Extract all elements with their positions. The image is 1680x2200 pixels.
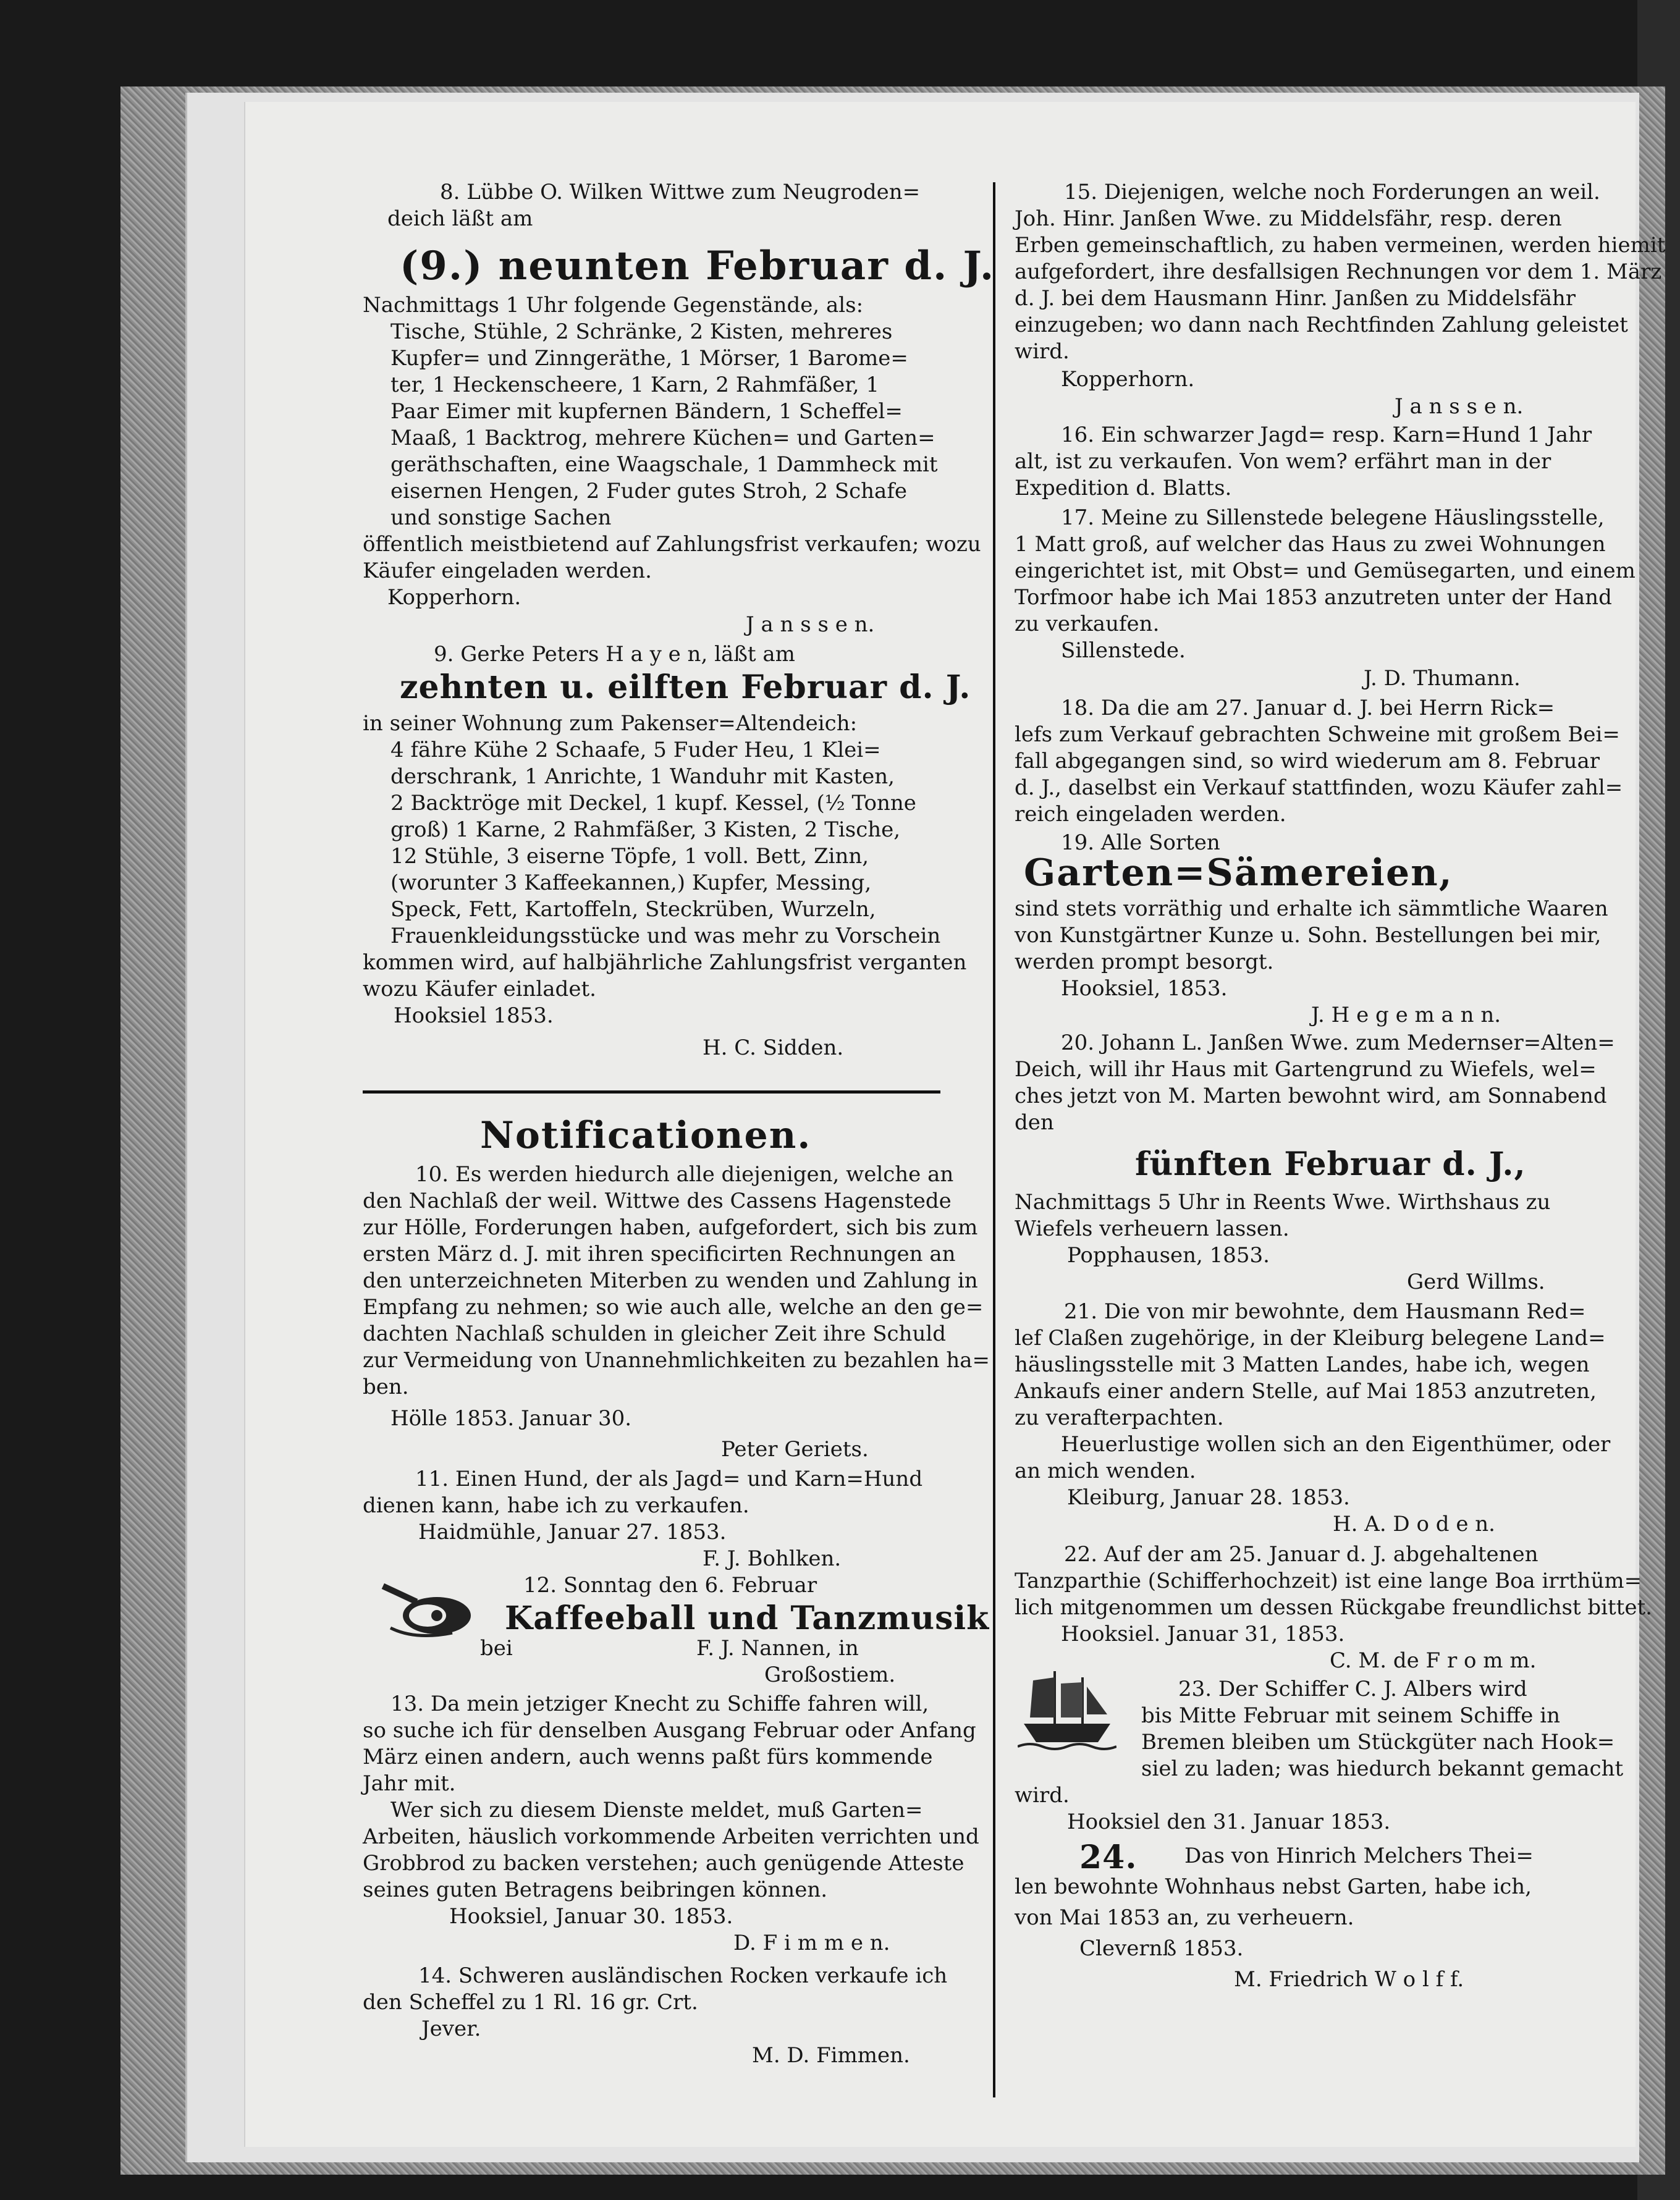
ad23-body-line: bis Mitte Februar mit seinem Schiffe in bbox=[1141, 1703, 1560, 1728]
ad22-signature: C. M. de F r o m m. bbox=[1330, 1648, 1537, 1673]
ad24-number: 24. bbox=[1079, 1839, 1138, 1876]
ad13-body-line: Arbeiten, häuslich vorkommende Arbeiten verrichten und bbox=[363, 1824, 979, 1849]
ad16-body-line: 16. Ein schwarzer Jagd= resp. Karn=Hund 1 Jahr bbox=[1061, 423, 1592, 447]
ad13-body-line: so suche ich für denselben Ausgang Februar oder Anfang bbox=[363, 1718, 976, 1743]
ad9-body-line: (worunter 3 Kaffeekannen,) Kupfer, Messing, bbox=[390, 870, 872, 895]
ad14-body-line: 14. Schweren ausländischen Rocken verkaufe ich bbox=[418, 1963, 948, 1988]
ad13-body-line: Jahr mit. bbox=[363, 1771, 456, 1796]
ad17-body-line: 17. Meine zu Sillenstede belegene Häuslingsstelle, bbox=[1061, 505, 1605, 530]
ad20-body-line: 20. Johann L. Janßen Wwe. zum Medernser=Alten= bbox=[1061, 1030, 1615, 1055]
ad12-signature: F. J. Nannen, in bbox=[696, 1636, 859, 1661]
newspaper-page bbox=[244, 102, 1666, 2147]
ad8-body-line: öffentlich meistbietend auf Zahlungsfrist verkaufen; wozu bbox=[363, 532, 981, 557]
ad17-place: Sillenstede. bbox=[1061, 638, 1186, 663]
ad8-body-line: und sonstige Sachen bbox=[390, 505, 612, 530]
ad10-body-line: zur Hölle, Forderungen haben, aufgefordert, sich bis zum bbox=[363, 1215, 978, 1240]
ad20-body-line: Nachmittags 5 Uhr in Reents Wwe. Wirthshaus zu bbox=[1015, 1190, 1551, 1215]
ad14-signature: M. D. Fimmen. bbox=[752, 2043, 910, 2068]
ad11-place: Haidmühle, Januar 27. 1853. bbox=[418, 1520, 727, 1545]
ad22-body-line: lich mitgenommen um dessen Rückgabe freundlichst bittet. bbox=[1015, 1595, 1652, 1620]
ad18-body-line: reich eingeladen werden. bbox=[1015, 802, 1286, 827]
ad8-line1: 8. Lübbe O. Wilken Wittwe zum Neugroden= bbox=[440, 180, 921, 204]
ad9-body-line: wozu Käufer einladet. bbox=[363, 977, 596, 1001]
ad8-body-line: Maaß, 1 Backtrog, mehrere Küchen= und Garten= bbox=[390, 426, 935, 450]
ad20-body-line: den bbox=[1015, 1110, 1054, 1135]
ad11-signature: F. J. Bohlken. bbox=[703, 1546, 842, 1571]
ad20-place: Popphausen, 1853. bbox=[1067, 1243, 1270, 1268]
ad21-body-line: zu verafterpachten. bbox=[1015, 1406, 1224, 1430]
ad9-body-line: groß) 1 Karne, 2 Rahmfäßer, 3 Kisten, 2 Tische, bbox=[390, 817, 901, 842]
ad10-body-line: Empfang zu nehmen; so wie auch alle, welche an den ge= bbox=[363, 1295, 984, 1320]
ad9-signature: H. C. Sidden. bbox=[703, 1035, 844, 1060]
ad8-body-line: Käufer eingeladen werden. bbox=[363, 558, 652, 583]
ad19-body-line: von Kunstgärtner Kunze u. Sohn. Bestellungen bei mir, bbox=[1015, 923, 1602, 948]
ad9-body-line: Speck, Fett, Kartoffeln, Steckrüben, Wurzeln, bbox=[390, 897, 876, 922]
ad13-body-line: Wer sich zu diesem Dienste meldet, muß Garten= bbox=[390, 1798, 923, 1823]
ad10-body-line: dachten Nachlaß schulden in gleicher Zeit ihre Schuld bbox=[363, 1321, 946, 1346]
ad15-body-line: Joh. Hinr. Janßen Wwe. zu Middelsfähr, resp. deren bbox=[1015, 206, 1562, 231]
ad13-body-line: 13. Da mein jetziger Knecht zu Schiffe fahren will, bbox=[390, 1692, 929, 1716]
ad17-body-line: eingerichtet ist, mit Obst= und Gemüsegarten, und einem bbox=[1015, 558, 1636, 583]
ad8-place: Kopperhorn. bbox=[387, 585, 521, 610]
ad18-body-line: fall abgegangen sind, so wird wiederum am 8. Februar bbox=[1015, 749, 1600, 773]
sailing-ship-icon bbox=[1018, 1665, 1116, 1751]
ad15-body-line: einzugeben; wo dann nach Rechtfinden Zahlung geleistet bbox=[1015, 313, 1628, 337]
ad22-place: Hooksiel. Januar 31, 1853. bbox=[1061, 1622, 1345, 1646]
ad19-line1: 19. Alle Sorten bbox=[1061, 830, 1220, 855]
ad15-body-line: aufgefordert, ihre desfallsigen Rechnungen vor dem 1. März bbox=[1015, 259, 1662, 284]
ad9-date: zehnten u. eilften Februar d. J. bbox=[400, 668, 971, 706]
ad10-body-line: zur Vermeidung von Unannehmlichkeiten zu bezahlen ha= bbox=[363, 1348, 990, 1373]
ad8-line2: deich läßt am bbox=[387, 206, 533, 231]
ad22-body-line: 22. Auf der am 25. Januar d. J. abgehaltenen bbox=[1064, 1542, 1539, 1567]
ad20-body-line: Deich, will ihr Haus mit Gartengrund zu Wiefels, wel= bbox=[1015, 1057, 1597, 1082]
ad8-signature: J a n s s e n. bbox=[746, 612, 875, 637]
ad9-body-line: in seiner Wohnung zum Pakenser=Altendeich: bbox=[363, 711, 858, 736]
ad8-body-line: geräthschaften, eine Waagschale, 1 Dammheck mit bbox=[390, 452, 938, 477]
ad8-body-line: ter, 1 Heckenscheere, 1 Karn, 2 Rahmfäßer, 1 bbox=[390, 373, 879, 397]
ad10-place: Hölle 1853. Januar 30. bbox=[390, 1406, 632, 1431]
ad20-signature: Gerd Willms. bbox=[1407, 1270, 1545, 1294]
ad19-signature: J. H e g e m a n n. bbox=[1311, 1003, 1501, 1027]
ad13-body-line: Grobbrod zu backen verstehen; auch genügende Atteste bbox=[363, 1851, 965, 1876]
ad15-place: Kopperhorn. bbox=[1061, 367, 1195, 392]
ad10-signature: Peter Geriets. bbox=[721, 1437, 869, 1462]
ad21-body-line: häuslingsstelle mit 3 Matten Landes, habe ich, wegen bbox=[1015, 1352, 1590, 1377]
ad9-body-line: 2 Backtröge mit Deckel, 1 kupf. Kessel, (½ Tonne bbox=[390, 791, 916, 816]
ad21-body-line: Ankaufs einer andern Stelle, auf Mai 1853 anzutreten, bbox=[1015, 1379, 1597, 1404]
ad21-body-line: lef Claßen zugehörige, in der Kleiburg belegene Land= bbox=[1015, 1326, 1606, 1351]
ad10-body-line: den unterzeichneten Miterben zu wenden und Zahlung in bbox=[363, 1268, 978, 1293]
ad24-body-line: von Mai 1853 an, zu verheuern. bbox=[1015, 1905, 1354, 1930]
ad9-body-line: 4 fähre Kühe 2 Schaafe, 5 Fuder Heu, 1 Klei= bbox=[390, 738, 881, 762]
ad19-body-line: werden prompt besorgt. bbox=[1015, 950, 1274, 974]
ad13-place: Hooksiel, Januar 30. 1853. bbox=[449, 1904, 733, 1929]
ad17-signature: J. D. Thumann. bbox=[1364, 666, 1521, 691]
section-heading: Notificationen. bbox=[480, 1114, 812, 1157]
ad24-body-line: len bewohnte Wohnhaus nebst Garten, habe ich, bbox=[1015, 1874, 1532, 1899]
ad20-body-line: Wiefels verheuern lassen. bbox=[1015, 1216, 1290, 1241]
ad9-body-line: kommen wird, auf halbjährliche Zahlungsfrist verganten bbox=[363, 950, 967, 975]
ad8-body-line: Paar Eimer mit kupfernen Bändern, 1 Scheffel= bbox=[390, 399, 903, 424]
ad9-body-line: derschrank, 1 Anrichte, 1 Wanduhr mit Kasten, bbox=[390, 764, 895, 789]
ad8-body-line: Nachmittags 1 Uhr folgende Gegenstände, als: bbox=[363, 293, 864, 318]
ad14-body-line: den Scheffel zu 1 Rl. 16 gr. Crt. bbox=[363, 1990, 698, 2015]
ad12-signature-place: Großostiem. bbox=[764, 1663, 896, 1687]
ad18-body-line: d. J., daselbst ein Verkauf stattfinden, wozu Käufer zahl= bbox=[1015, 775, 1623, 800]
ad23-body-line: Bremen bleiben um Stückgüter nach Hook= bbox=[1141, 1730, 1615, 1755]
ad14-place: Jever. bbox=[421, 2017, 481, 2041]
ad8-body-line: Tische, Stühle, 2 Schränke, 2 Kisten, mehreres bbox=[390, 319, 893, 344]
ad19-body-line: sind stets vorräthig und erhalte ich sämmtliche Waaren bbox=[1015, 896, 1608, 921]
ad21-body-line: an mich wenden. bbox=[1015, 1459, 1196, 1483]
ad20-date: fünften Februar d. J., bbox=[1135, 1145, 1526, 1183]
ad24-body-line: Das von Hinrich Melchers Thei= bbox=[1184, 1844, 1534, 1868]
ad21-body-line: 21. Die von mir bewohnte, dem Hausmann Red= bbox=[1064, 1299, 1586, 1324]
ad17-body-line: 1 Matt groß, auf welcher das Haus zu zwei Wohnungen bbox=[1015, 532, 1606, 557]
column-divider bbox=[993, 182, 995, 2097]
ad8-date: (9.) neunten Februar d. J. bbox=[400, 243, 995, 289]
ad15-body-line: 15. Diejenigen, welche noch Forderungen an weil. bbox=[1064, 180, 1600, 204]
ad19-title: Garten=Sämereien, bbox=[1024, 851, 1453, 895]
ad21-body-line: Heuerlustige wollen sich an den Eigenthümer, oder bbox=[1061, 1432, 1611, 1457]
ad9-body-line: 12 Stühle, 3 eiserne Töpfe, 1 voll. Bett, Zinn, bbox=[390, 844, 869, 869]
ad13-body-line: seines guten Betragens beibringen können. bbox=[363, 1878, 828, 1902]
ad9-body-line: Frauenkleidungsstücke und was mehr zu Vorschein bbox=[390, 924, 941, 948]
ad17-body-line: Torfmoor habe ich Mai 1853 anzutreten unter der Hand bbox=[1015, 585, 1612, 610]
ad20-body-line: ches jetzt von M. Marten bewohnt wird, am Sonnabend bbox=[1015, 1084, 1607, 1108]
section-rule bbox=[363, 1090, 940, 1094]
ad9-place: Hooksiel 1853. bbox=[394, 1003, 554, 1028]
ad18-body-line: lefs zum Verkauf gebrachten Schweine mit großem Bei= bbox=[1015, 722, 1620, 747]
ad10-body-line: ersten März d. J. mit ihren specificirten Rechnungen an bbox=[363, 1242, 956, 1266]
ad11-body-line: dienen kann, habe ich zu verkaufen. bbox=[363, 1493, 749, 1518]
ad15-body-line: d. J. bei dem Hausmann Hinr. Janßen zu Middelsfähr bbox=[1015, 286, 1576, 311]
ad16-body-line: Expedition d. Blatts. bbox=[1015, 476, 1232, 500]
ad24-place: Clevernß 1853. bbox=[1079, 1936, 1244, 1961]
ad12-line2: bei bbox=[480, 1636, 513, 1661]
ad13-signature: D. F i m m e n. bbox=[733, 1931, 890, 1955]
ad22-body-line: Tanzparthie (Schifferhochzeit) ist eine lange Boa irrthüm= bbox=[1015, 1569, 1642, 1593]
ad10-body-line: 10. Es werden hiedurch alle diejenigen, welche an bbox=[415, 1162, 954, 1187]
ad15-body-line: wird. bbox=[1015, 339, 1070, 364]
ad19-place: Hooksiel, 1853. bbox=[1061, 976, 1228, 1001]
ad13-body-line: März einen andern, auch wenns paßt fürs kommende bbox=[363, 1745, 933, 1769]
ad17-body-line: zu verkaufen. bbox=[1015, 612, 1160, 636]
ad8-body-line: Kupfer= und Zinngeräthe, 1 Mörser, 1 Barome= bbox=[390, 346, 908, 371]
ad12-title: Kaffeeball und Tanzmusik bbox=[505, 1599, 990, 1637]
ad10-body-line: ben. bbox=[363, 1375, 409, 1399]
ad8-body-line: eisernen Hengen, 2 Fuder gutes Stroh, 2 Schafe bbox=[390, 479, 908, 504]
ad24-signature: M. Friedrich W o l f f. bbox=[1234, 1967, 1464, 1992]
ad23-body-line: wird. bbox=[1015, 1783, 1070, 1808]
ad23-place: Hooksiel den 31. Januar 1853. bbox=[1067, 1810, 1391, 1834]
ad10-body-line: den Nachlaß der weil. Wittwe des Cassens Hagenstede bbox=[363, 1189, 952, 1213]
ad23-body-line: siel zu laden; was hiedurch bekannt gemacht bbox=[1141, 1756, 1624, 1781]
ad15-signature: J a n s s e n. bbox=[1395, 394, 1524, 419]
ad15-body-line: Erben gemeinschaftlich, zu haben vermeinen, werden hiemit bbox=[1015, 233, 1666, 258]
ad9-line1: 9. Gerke Peters H a y e n, läßt am bbox=[434, 642, 795, 667]
ad12-line1: 12. Sonntag den 6. Februar bbox=[523, 1573, 817, 1598]
ad16-body-line: alt, ist zu verkaufen. Von wem? erfährt man in der bbox=[1015, 449, 1551, 474]
ad21-place: Kleiburg, Januar 28. 1853. bbox=[1067, 1485, 1350, 1510]
ad18-body-line: 18. Da die am 27. Januar d. J. bei Herrn Rick= bbox=[1061, 696, 1555, 720]
ad21-signature: H. A. D o d e n. bbox=[1333, 1512, 1495, 1536]
guitar-icon bbox=[378, 1572, 489, 1643]
ad11-body-line: 11. Einen Hund, der als Jagd= und Karn=Hund bbox=[415, 1467, 923, 1491]
ad23-body-line: 23. Der Schiffer C. J. Albers wird bbox=[1178, 1677, 1527, 1701]
